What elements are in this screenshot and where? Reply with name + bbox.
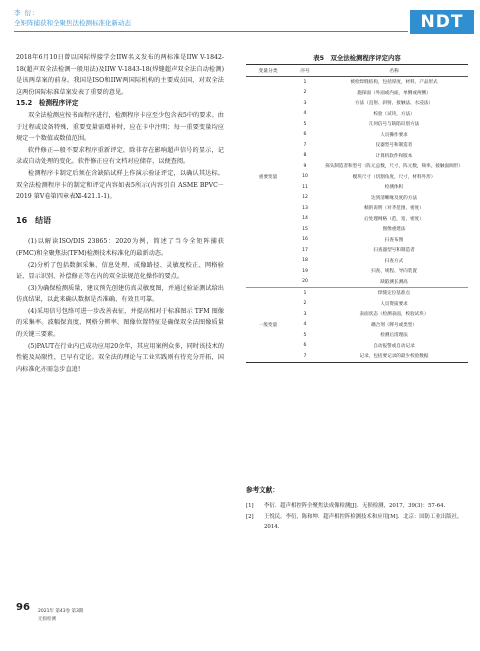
conclusion-item: (4)采用信号包络可进一步改善表征，并提高相对于标准图示 TFM 图像的采集率。波幅保真度、网格分辨率、图像位置特征是确保双全法图像质量的关键三要素。 — [16, 307, 224, 339]
table-row — [246, 235, 468, 246]
reference-index: [2] — [246, 513, 254, 520]
table-cell-cat: 重要变量 — [258, 174, 278, 180]
table-row — [246, 203, 468, 214]
table-cell-num: 4 — [303, 111, 307, 117]
conclusion-item: (2)分析了包括数据采集、信息处理、成像路径、灵敏度校正、网格验证、显示识别、补偿修正等在内的双全法规范化操作的要点。 — [16, 261, 224, 281]
table-row — [246, 266, 468, 277]
header-number: 序号 — [290, 65, 320, 77]
table-cell-cat — [246, 119, 290, 130]
section-heading-16: 16 结语 — [16, 215, 52, 225]
table-cell-name: 校验（试块，方法） — [373, 111, 415, 117]
table-cell-cat — [246, 341, 290, 352]
table-cell-cat — [246, 330, 290, 341]
conclusion-item: (1)以解读ISO/DIS 23865：2020为例，简述了当今全矩阵捕获(FMC)和全聚焦法(TFM)检测技术标准化的最新动态。 — [16, 238, 224, 257]
table-cell-name: 扫查、规程、导向装置 — [371, 269, 417, 275]
table-cell-num: 20 — [290, 277, 320, 288]
table-row — [246, 351, 468, 362]
table-cell-name: 缺陷测长测高 — [320, 277, 468, 288]
table-cell-name: 人员操作要求 — [380, 132, 408, 138]
table-cell-name: 扫查布图 — [384, 237, 404, 243]
table-row — [246, 119, 468, 130]
table-cell-cat — [246, 309, 290, 320]
table-cell-name: 仪器型号和制造者 — [375, 143, 413, 149]
table-row — [246, 98, 468, 109]
table-cell-cat — [246, 77, 290, 88]
header-author: 李 衍： — [14, 9, 40, 17]
table-cell-num: 4 — [303, 322, 307, 328]
table-cell-num: 2 — [303, 301, 307, 307]
references — [246, 485, 468, 533]
running-header — [0, 0, 480, 40]
table-cell-name: 探头制造者和型号（阵元总数，尺寸，阵元数，频率，接触面阀形） — [325, 164, 463, 170]
table-cell-num: 1 — [303, 290, 307, 296]
paragraph: 软件修正—般不要求程序重新评定，除非存在影响超声信号的显示，记录或自动处理的变化。软件修正应有文档对应储存，以便查阅。 — [16, 146, 224, 166]
table-cell-num: 9 — [303, 163, 307, 169]
intro-paragraph: 2018年6月10日曾以国际焊接学会IIW名义发布的两标准是IIW V-1842-18(超声双全法检测一般用法)及IIW V-1843-18(焊缝超声双全法自动检测)是该两草案的前身。我国是ISO和IIW两国际机构的主要成员国，对双全法这两份国际标准草案发表了重要的意见。 — [16, 54, 224, 96]
table-cell-cat — [246, 235, 290, 246]
table-cell-num: 16 — [302, 237, 308, 243]
table-row — [246, 341, 468, 352]
table-cell-cat — [246, 351, 290, 362]
table-cell-name: 被检焊缝结构，包括厚度，材料，产品形式 — [350, 80, 438, 86]
reference-item — [246, 501, 468, 511]
table-cell-cat — [246, 224, 290, 235]
table-cell-cat — [246, 151, 290, 162]
table-cell-name: 达到清晰缘及度的方法 — [371, 195, 417, 201]
table-caption: 表5 双全法检测程序评定内容 — [313, 54, 401, 62]
table-cell-name: 图像重建法 — [382, 227, 406, 233]
table-row — [246, 172, 468, 183]
table-cell-name: 施探面（外面或内面，单侧或两侧） — [357, 90, 431, 96]
table-row — [246, 330, 468, 341]
reference-index: [1] — [246, 503, 254, 510]
table-row — [246, 277, 468, 288]
table-cell-num: 6 — [303, 132, 307, 138]
table-cell-num: 12 — [302, 195, 308, 201]
table-cell-num: 7 — [303, 142, 307, 148]
table-cell-name: 检测后清理法 — [380, 333, 408, 339]
reference-text: 李衍．超声相控阵全聚焦法成像检测[J]．无损检测，2017，39(3)：57-64. — [264, 503, 446, 510]
header-category: 变量分类 — [246, 65, 290, 77]
table-cell-name: 记录，包括要记录的最少校验数据 — [320, 351, 468, 362]
table-cell-num: 14 — [302, 216, 308, 222]
table-cell-cat — [246, 88, 290, 99]
table-cell-num: 19 — [302, 268, 308, 274]
table-cell-num: 18 — [302, 258, 308, 264]
right-column — [246, 52, 468, 363]
table-cell-num: 8 — [303, 153, 307, 159]
table-cell-cat — [246, 203, 290, 214]
table-cell-name: 扫查方式 — [384, 258, 404, 264]
table-cell-cat — [246, 288, 290, 299]
table-row — [246, 130, 468, 141]
table-cell-num: 7 — [290, 351, 320, 362]
table-row — [246, 288, 468, 299]
table-cell-num: 11 — [302, 184, 308, 190]
reference-text: 王悦民，李衍，陈和坤．超声相控阵检测技术和应用[M]．北京：国防工业出版社，2014. — [264, 513, 463, 531]
table-row — [246, 182, 468, 193]
table-cell-cat — [246, 299, 290, 310]
table-cell-cat — [246, 256, 290, 267]
table-row — [246, 77, 468, 88]
table-header-row — [246, 65, 468, 77]
table-row — [246, 256, 468, 267]
table-cell-cat — [246, 193, 290, 204]
table-cell-name: 扫查器型号和制造者 — [373, 248, 415, 254]
page-number: 96 — [16, 602, 30, 613]
table-cell-cat — [246, 98, 290, 109]
header-article-title: 全矩阵捕获和全聚焦法检测标准化新动态 — [14, 19, 131, 27]
table-row — [246, 109, 468, 120]
paragraph: 双全法检测应按书面程序进行，检测程序卡应至少包含表5中的要求。由于过程或设备特殊，重要变量需增补时，应在卡中注明；每一重要变量均应规定一个数值或数值范围。 — [16, 111, 224, 143]
table-cell-num: 5 — [303, 121, 307, 127]
table-cell-name: 耦合剂（牌号或类型） — [371, 322, 417, 328]
table-cell-cat — [246, 140, 290, 151]
table-cell-name: 计算机软件和版本 — [375, 153, 413, 159]
table-cell-name: 自动报警或自动记录 — [373, 343, 415, 349]
table-row — [246, 161, 468, 172]
table-cell-name: 人员资质要求 — [380, 301, 408, 307]
table-cell-name: 后处理网格（范，宽，密度） — [364, 216, 424, 222]
conclusion-item: (3)为确保检测质量，建议预先创建仿真灵敏度图，并通过验证测试给出仿真结果，以此来确认数据是否准确、有效且可靠。 — [16, 284, 224, 304]
section-heading-15-2: 15.2 检测程序评定 — [16, 99, 79, 108]
table-row — [246, 299, 468, 310]
table-cell-cat — [246, 130, 290, 141]
table-cell-num: 17 — [302, 247, 308, 253]
table-row — [246, 224, 468, 235]
table-cell-num: 6 — [303, 343, 307, 349]
header-divider — [14, 31, 408, 32]
table-cell-num: 15 — [302, 226, 308, 232]
table-cell-cat — [246, 161, 290, 172]
table-row — [246, 245, 468, 256]
table-row — [246, 320, 468, 331]
reference-item — [246, 512, 468, 533]
paragraph: 检测程序卡制定后须在含缺陷试样上作演示验证评定，以确认其达标。双全法检测程序卡的制定和评定内容如表5所示(内容引自 ASME BPVC－2019 第Ⅴ卷第四章表Ⅺ-421.1-1)。 — [16, 169, 224, 201]
table-cell-cat — [246, 182, 290, 193]
table-row — [246, 309, 468, 320]
table-cell-num: 1 — [303, 79, 307, 85]
table-cell-cat — [246, 266, 290, 277]
table-cell-num: 13 — [302, 205, 308, 211]
footer-issue: 2021年 第43卷 第3期 — [38, 609, 84, 614]
table-cell-num: 10 — [302, 174, 308, 180]
left-column — [16, 52, 224, 375]
table-cell-cat — [246, 277, 290, 288]
table-cell-cat — [246, 214, 290, 225]
header-name: 名称 — [320, 65, 468, 77]
table-cell-num: 3 — [303, 311, 307, 317]
table-cell-name: 方法（直射、斜射、接触法、水浸法） — [354, 101, 434, 107]
procedure-table — [246, 64, 468, 363]
table-cell-name: 检测体积 — [384, 185, 404, 191]
footer-journal: 无损检测 — [38, 617, 56, 622]
table-row — [246, 214, 468, 225]
table-cell-name: 几何信号与缺陷识别方法 — [368, 122, 420, 128]
table-row — [246, 140, 468, 151]
references-title: 参考文献： — [246, 486, 279, 494]
table-cell-name: 帧的说明（对齐范围，密度） — [364, 206, 424, 212]
table-cell-cat — [246, 245, 290, 256]
table-cell-name: 表面状态（检测表面，校验试块） — [359, 312, 429, 318]
journal-logo: NDT — [410, 10, 474, 34]
table-cell-num: 3 — [303, 100, 307, 106]
table-row — [246, 151, 468, 162]
table-cell-num: 5 — [303, 332, 307, 338]
table-cell-name: 楔块尺寸（切割角度，尺寸，材料外形） — [352, 174, 436, 180]
table-cell-num: 2 — [303, 90, 307, 96]
table-cell-cat — [246, 109, 290, 120]
table-cell-cat: 一般变量 — [258, 322, 278, 328]
table-cell-name: 焊缝定位基准点 — [377, 291, 411, 297]
table-row — [246, 193, 468, 204]
conclusion-item: (5)PAUT在行业内已成功应用20余年，其应用案例众多，同时该技术的性能及局限性，已早有定论。双全法的理论与工业实践则有待充分开拓，国内标准化亦需急步直追! — [16, 342, 224, 373]
table-row — [246, 88, 468, 99]
